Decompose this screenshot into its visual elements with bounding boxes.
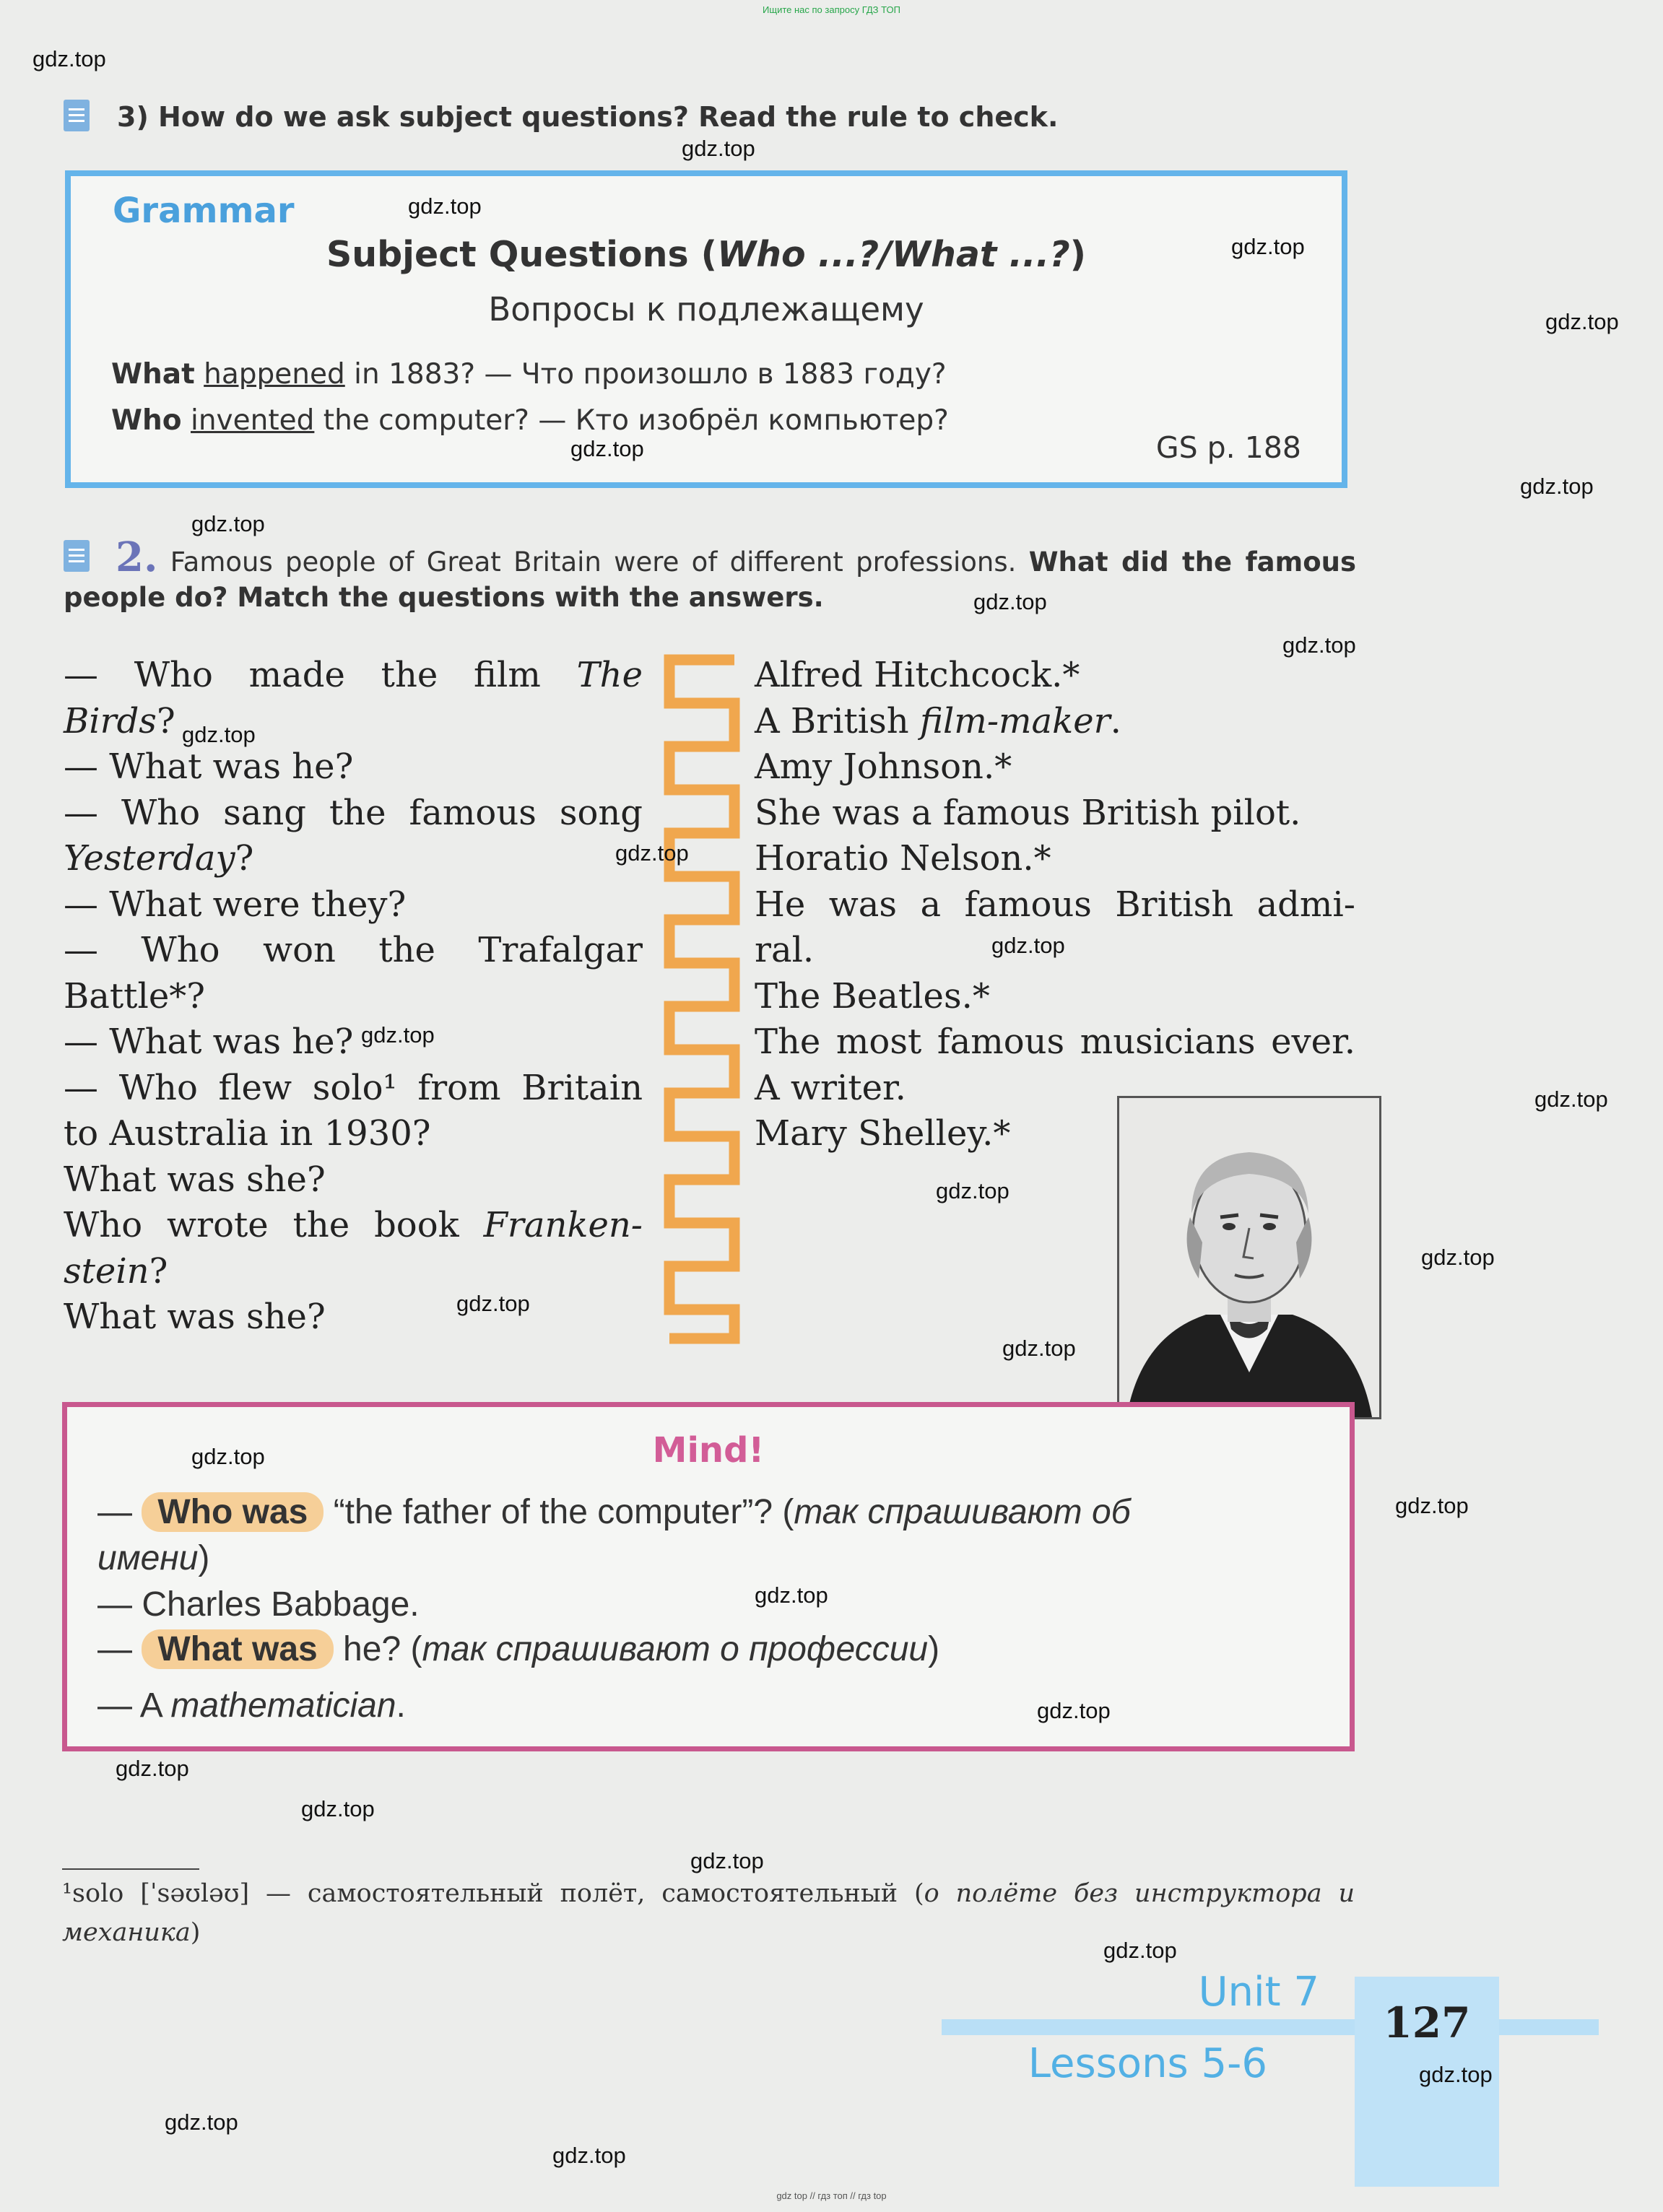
question-line: — Who flew solo¹ from Britain [64, 1067, 643, 1108]
mind-line-1: — Who was “the father of the computer”? (так спрашивают об [97, 1493, 1131, 1531]
answer-line: Alfred Hitchcock.* [755, 655, 1080, 695]
page-number: 127 [1383, 1998, 1471, 2047]
unit-label: Unit 7 [1198, 1969, 1319, 2016]
mind-line-5: — A mathematician. [97, 1686, 406, 1725]
matching-bracket-decoration [654, 648, 755, 1349]
question-line: — Who won the Trafalgar [64, 930, 643, 970]
watermark: gdz.top [1534, 1087, 1608, 1112]
question-line: Birds? [64, 700, 175, 741]
watermark: gdz.top [191, 511, 265, 536]
portrait-drawing [1119, 1098, 1379, 1417]
answer-line: A British film-maker. [755, 700, 1121, 741]
mind-line-3: — Charles Babbage. [97, 1585, 420, 1624]
task-list-icon [64, 100, 90, 131]
watermark: gdz.top [1419, 2062, 1493, 2087]
watermark: gdz.top [1231, 234, 1305, 259]
question-line: What was she? [64, 1297, 326, 1337]
grammar-box [65, 170, 1347, 488]
watermark: gdz.top [1282, 632, 1356, 658]
watermark: gdz.top [973, 589, 1047, 614]
footnote: ¹solo [ˈsəʊləʊ] — самостоятельный полёт, самостоятельный (о полёте без инструктора и механика) [62, 1879, 1355, 1947]
footnote-rule [62, 1868, 199, 1870]
watermark: gdz.top [991, 933, 1065, 958]
answer-line: He was a famous British admi- [755, 884, 1355, 925]
question-line: Who wrote the book Franken- [64, 1205, 643, 1245]
grammar-label: Grammar [113, 191, 295, 231]
watermark: gdz.top [690, 1848, 764, 1873]
watermark: gdz.top [191, 1444, 265, 1469]
task-2-instructions: 2. Famous people of Great Britain were of different professions. What did the famous people do? Match the questions with the answers. [64, 534, 1356, 613]
mind-line-4: — What was he? (так спрашивают о профессии) [97, 1630, 940, 1668]
question-line: Battle*? [64, 975, 205, 1016]
question-line: What was she? [64, 1159, 326, 1200]
watermark: gdz.top [1103, 1938, 1177, 1963]
watermark: gdz.top [1545, 309, 1619, 334]
answer-line: The Beatles.* [755, 975, 990, 1016]
question-line: — Who made the film The [64, 655, 643, 695]
watermark: gdz.top [1395, 1493, 1469, 1518]
question-line: — What was he? [64, 746, 354, 787]
watermark: gdz.top [1002, 1336, 1076, 1361]
question-line: stein? [64, 1250, 168, 1292]
watermark: gdz.top [615, 840, 689, 866]
watermark: gdz.top [936, 1178, 1009, 1203]
grammar-reference: GS p. 188 [1155, 430, 1301, 465]
mind-title: Mind! [652, 1430, 765, 1471]
watermark: gdz.top [755, 1582, 828, 1608]
question-line: to Australia in 1930? [64, 1113, 431, 1154]
watermark: gdz.top [682, 136, 755, 161]
watermark: gdz.top [1037, 1698, 1111, 1723]
task-3-heading: 3) How do we ask subject questions? Read the rule to check. [117, 101, 1059, 133]
answer-line: Mary Shelley.* [755, 1113, 1011, 1154]
watermark: gdz.top [456, 1291, 530, 1316]
watermark: gdz.top [116, 1756, 189, 1781]
question-line: Yesterday? [64, 838, 254, 879]
mind-line-2: имени) [97, 1539, 210, 1577]
answer-line: Amy Johnson.* [755, 746, 1012, 787]
grammar-subtitle: Вопросы к подлежащему [488, 290, 924, 328]
watermark: gdz.top [361, 1022, 435, 1048]
grammar-example-1: What happened in 1883? — Что произошло в 1883 году? [111, 358, 947, 391]
answer-line: ral. [755, 930, 815, 970]
question-line: — What were they? [64, 884, 407, 925]
questions-column [64, 653, 643, 1341]
watermark: gdz.top [32, 46, 106, 71]
footer-band [942, 2019, 1599, 2035]
question-line: — What was he? [64, 1022, 354, 1062]
watermark: gdz.top [1421, 1245, 1495, 1270]
question-line: — Who sang the famous song [64, 792, 643, 833]
watermark: gdz.top [408, 193, 482, 219]
lessons-label: Lessons 5-6 [1028, 2040, 1267, 2087]
watermark: gdz.top [570, 436, 644, 461]
bottom-note: gdz top // гдз топ // гдз top [776, 2190, 887, 2201]
grammar-title: Subject Questions (Who ...?/What ...?) [326, 234, 1087, 275]
what-was-highlight: What was [142, 1629, 333, 1669]
answer-line: Horatio Nelson.* [755, 838, 1051, 879]
watermark: gdz.top [552, 2143, 626, 2168]
task-2-number: 2. [116, 534, 158, 581]
watermark: gdz.top [301, 1796, 375, 1821]
portrait-image [1117, 1096, 1381, 1419]
grammar-example-2: Who invented the computer? — Кто изобрёл компьютер? [111, 404, 949, 437]
answer-line: A writer. [755, 1067, 906, 1108]
watermark: gdz.top [182, 722, 256, 747]
answer-line: She was a famous British pilot. [755, 792, 1301, 833]
answers-column [755, 653, 1355, 1157]
answer-line: The most famous musicians ever. [755, 1022, 1355, 1062]
watermark: gdz.top [165, 2109, 238, 2135]
who-was-highlight: Who was [142, 1492, 324, 1532]
search-hint: Ищите нас по запросу ГДЗ ТОП [763, 4, 900, 15]
watermark: gdz.top [1520, 474, 1594, 499]
